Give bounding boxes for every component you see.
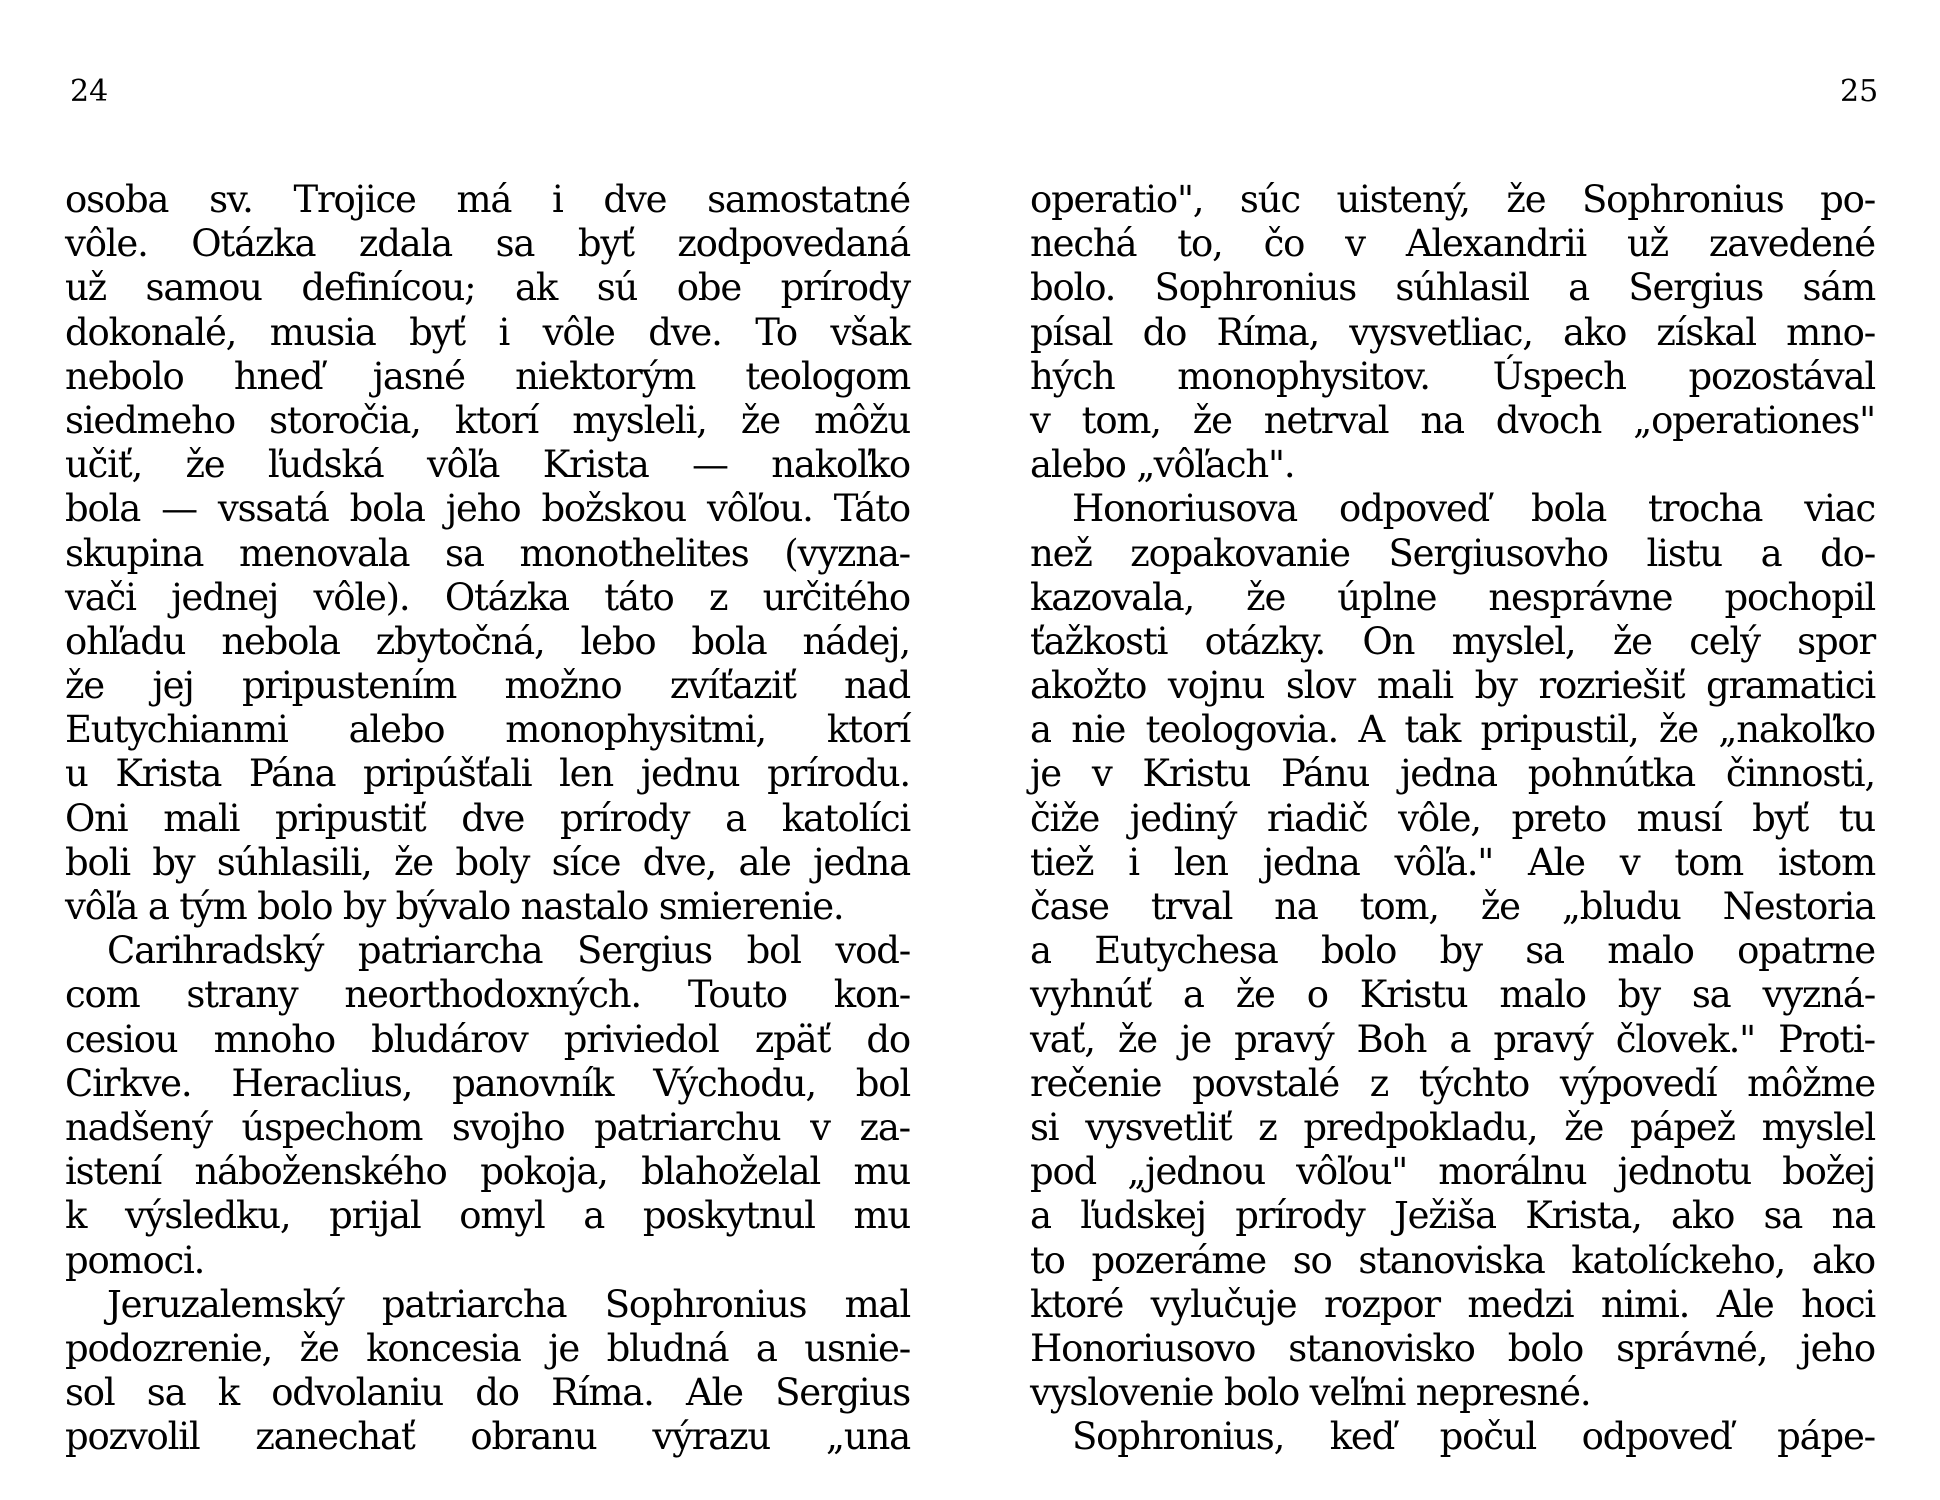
- text-line: v tom, že netrval na dvoch „operationes": [1030, 398, 1875, 442]
- text-line: a nie teologovia. A tak pripustil, že „nakoľko: [1030, 708, 1875, 752]
- text-line: Cirkve. Heraclius, panovník Východu, bol: [65, 1061, 910, 1105]
- text-line: vyslovenie bolo veľmi nepresné.: [1030, 1371, 1591, 1415]
- text-line: to pozeráme so stanoviska katolíckeho, ako: [1030, 1238, 1875, 1282]
- text-line: kazovala, že úplne nesprávne pochopil: [1030, 575, 1875, 619]
- text-line: nadšený úspechom svojho patriarchu v za-: [65, 1105, 910, 1149]
- text-line: Eutychianmi alebo monophysitmi, ktorí: [65, 708, 910, 752]
- text-line: nebolo hneď jasné niektorým teologom: [65, 354, 910, 398]
- text-line: u Krista Pána pripúšťali len jednu prírodu.: [65, 752, 910, 796]
- text-line: rečenie povstalé z týchto výpovedí môžme: [1030, 1061, 1875, 1105]
- text-line: skupina menovala sa monothelites (vyzna-: [65, 531, 910, 575]
- text-line: vať, že je pravý Boh a pravý človek." Proti-: [1030, 1017, 1875, 1061]
- text-line: je v Kristu Pánu jedna pohnútka činnosti,: [1030, 752, 1875, 796]
- text-line: Oni mali pripustiť dve prírody a katolíci: [65, 796, 910, 840]
- text-line: vôle. Otázka zdala sa byť zodpovedaná: [65, 222, 910, 266]
- right-page-number: 25: [1840, 74, 1879, 109]
- text-line: podozrenie, že koncesia je bludná a usnie-: [65, 1326, 910, 1370]
- text-line: už samou definícou; ak sú obe prírody: [65, 266, 910, 310]
- text-line: bolo. Sophronius súhlasil a Sergius sám: [1030, 266, 1875, 310]
- right-page-text: [1030, 178, 1875, 1459]
- text-line: pomoci.: [65, 1238, 205, 1282]
- text-line: sol sa k odvolaniu do Ríma. Ale Sergius: [65, 1371, 910, 1415]
- left-page-number: 24: [70, 74, 109, 109]
- text-line: Honoriusova odpoveď bola trocha viac: [1072, 487, 1875, 531]
- text-line: Jeruzalemský patriarcha Sophronius mal: [107, 1282, 910, 1326]
- text-line: Carihradský patriarcha Sergius bol vod-: [107, 929, 910, 973]
- text-line: než zopakovanie Sergiusovho listu a do-: [1030, 531, 1875, 575]
- text-line: alebo „vôľach".: [1030, 443, 1295, 487]
- text-line: hých monophysitov. Úspech pozostával: [1030, 354, 1875, 398]
- text-line: vači jednej vôle). Otázka táto z určitého: [65, 575, 910, 619]
- text-line: bola — vssatá bola jeho božskou vôľou. Táto: [65, 487, 910, 531]
- text-line: ktoré vylučuje rozpor medzi nimi. Ale hoci: [1030, 1282, 1875, 1326]
- text-line: dokonalé, musia byť i vôle dve. To však: [65, 310, 910, 354]
- text-line: tiež i len jedna vôľa." Ale v tom istom: [1030, 840, 1875, 884]
- text-line: si vysvetliť z predpokladu, že pápež myslel: [1030, 1105, 1875, 1149]
- text-line: istení náboženského pokoja, blahoželal mu: [65, 1150, 910, 1194]
- text-line: k výsledku, prijal omyl a poskytnul mu: [65, 1194, 910, 1238]
- text-line: čase trval na tom, že „bludu Nestoria: [1030, 885, 1875, 928]
- text-line: ťažkosti otázky. On myslel, že celý spor: [1030, 619, 1875, 663]
- text-line: akožto vojnu slov mali by rozriešiť gramatici: [1030, 664, 1875, 708]
- text-line: siedmeho storočia, ktorí mysleli, že môžu: [65, 398, 910, 442]
- text-line: pozvolil zanechať obranu výrazu „una: [65, 1415, 910, 1459]
- text-line: učiť, že ľudská vôľa Krista — nakoľko: [65, 443, 910, 487]
- text-line: vôľa a tým bolo by bývalo nastalo smierenie.: [65, 885, 844, 928]
- text-line: čiže jediný riadič vôle, preto musí byť tu: [1030, 796, 1875, 840]
- text-line: cesiou mnoho bludárov priviedol zpäť do: [65, 1017, 910, 1061]
- text-line: operatio", súc uistený, že Sophronius po-: [1030, 178, 1875, 221]
- text-line: že jej pripustením možno zvíťaziť nad: [65, 664, 910, 708]
- text-line: ohľadu nebola zbytočná, lebo bola nádej,: [65, 619, 910, 663]
- text-line: Sophronius, keď počul odpoveď pápe-: [1072, 1415, 1875, 1459]
- text-line: a Eutychesa bolo by sa malo opatrne: [1030, 929, 1875, 973]
- left-page-text: [65, 178, 910, 1459]
- text-line: Honoriusovo stanovisko bolo správné, jeho: [1030, 1326, 1875, 1370]
- text-line: písal do Ríma, vysvetliac, ako získal mno-: [1030, 310, 1875, 354]
- text-line: com strany neorthodoxných. Touto kon-: [65, 973, 910, 1017]
- text-line: boli by súhlasili, že boly síce dve, ale jedna: [65, 840, 910, 884]
- text-line: vyhnúť a že o Kristu malo by sa vyzná-: [1030, 973, 1875, 1017]
- text-line: osoba sv. Trojice má i dve samostatné: [65, 178, 910, 221]
- text-line: nechá to, čo v Alexandrii už zavedené: [1030, 222, 1875, 266]
- text-line: pod „jednou vôľou" morálnu jednotu božej: [1030, 1150, 1875, 1194]
- text-line: a ľudskej prírody Ježiša Krista, ako sa na: [1030, 1194, 1875, 1238]
